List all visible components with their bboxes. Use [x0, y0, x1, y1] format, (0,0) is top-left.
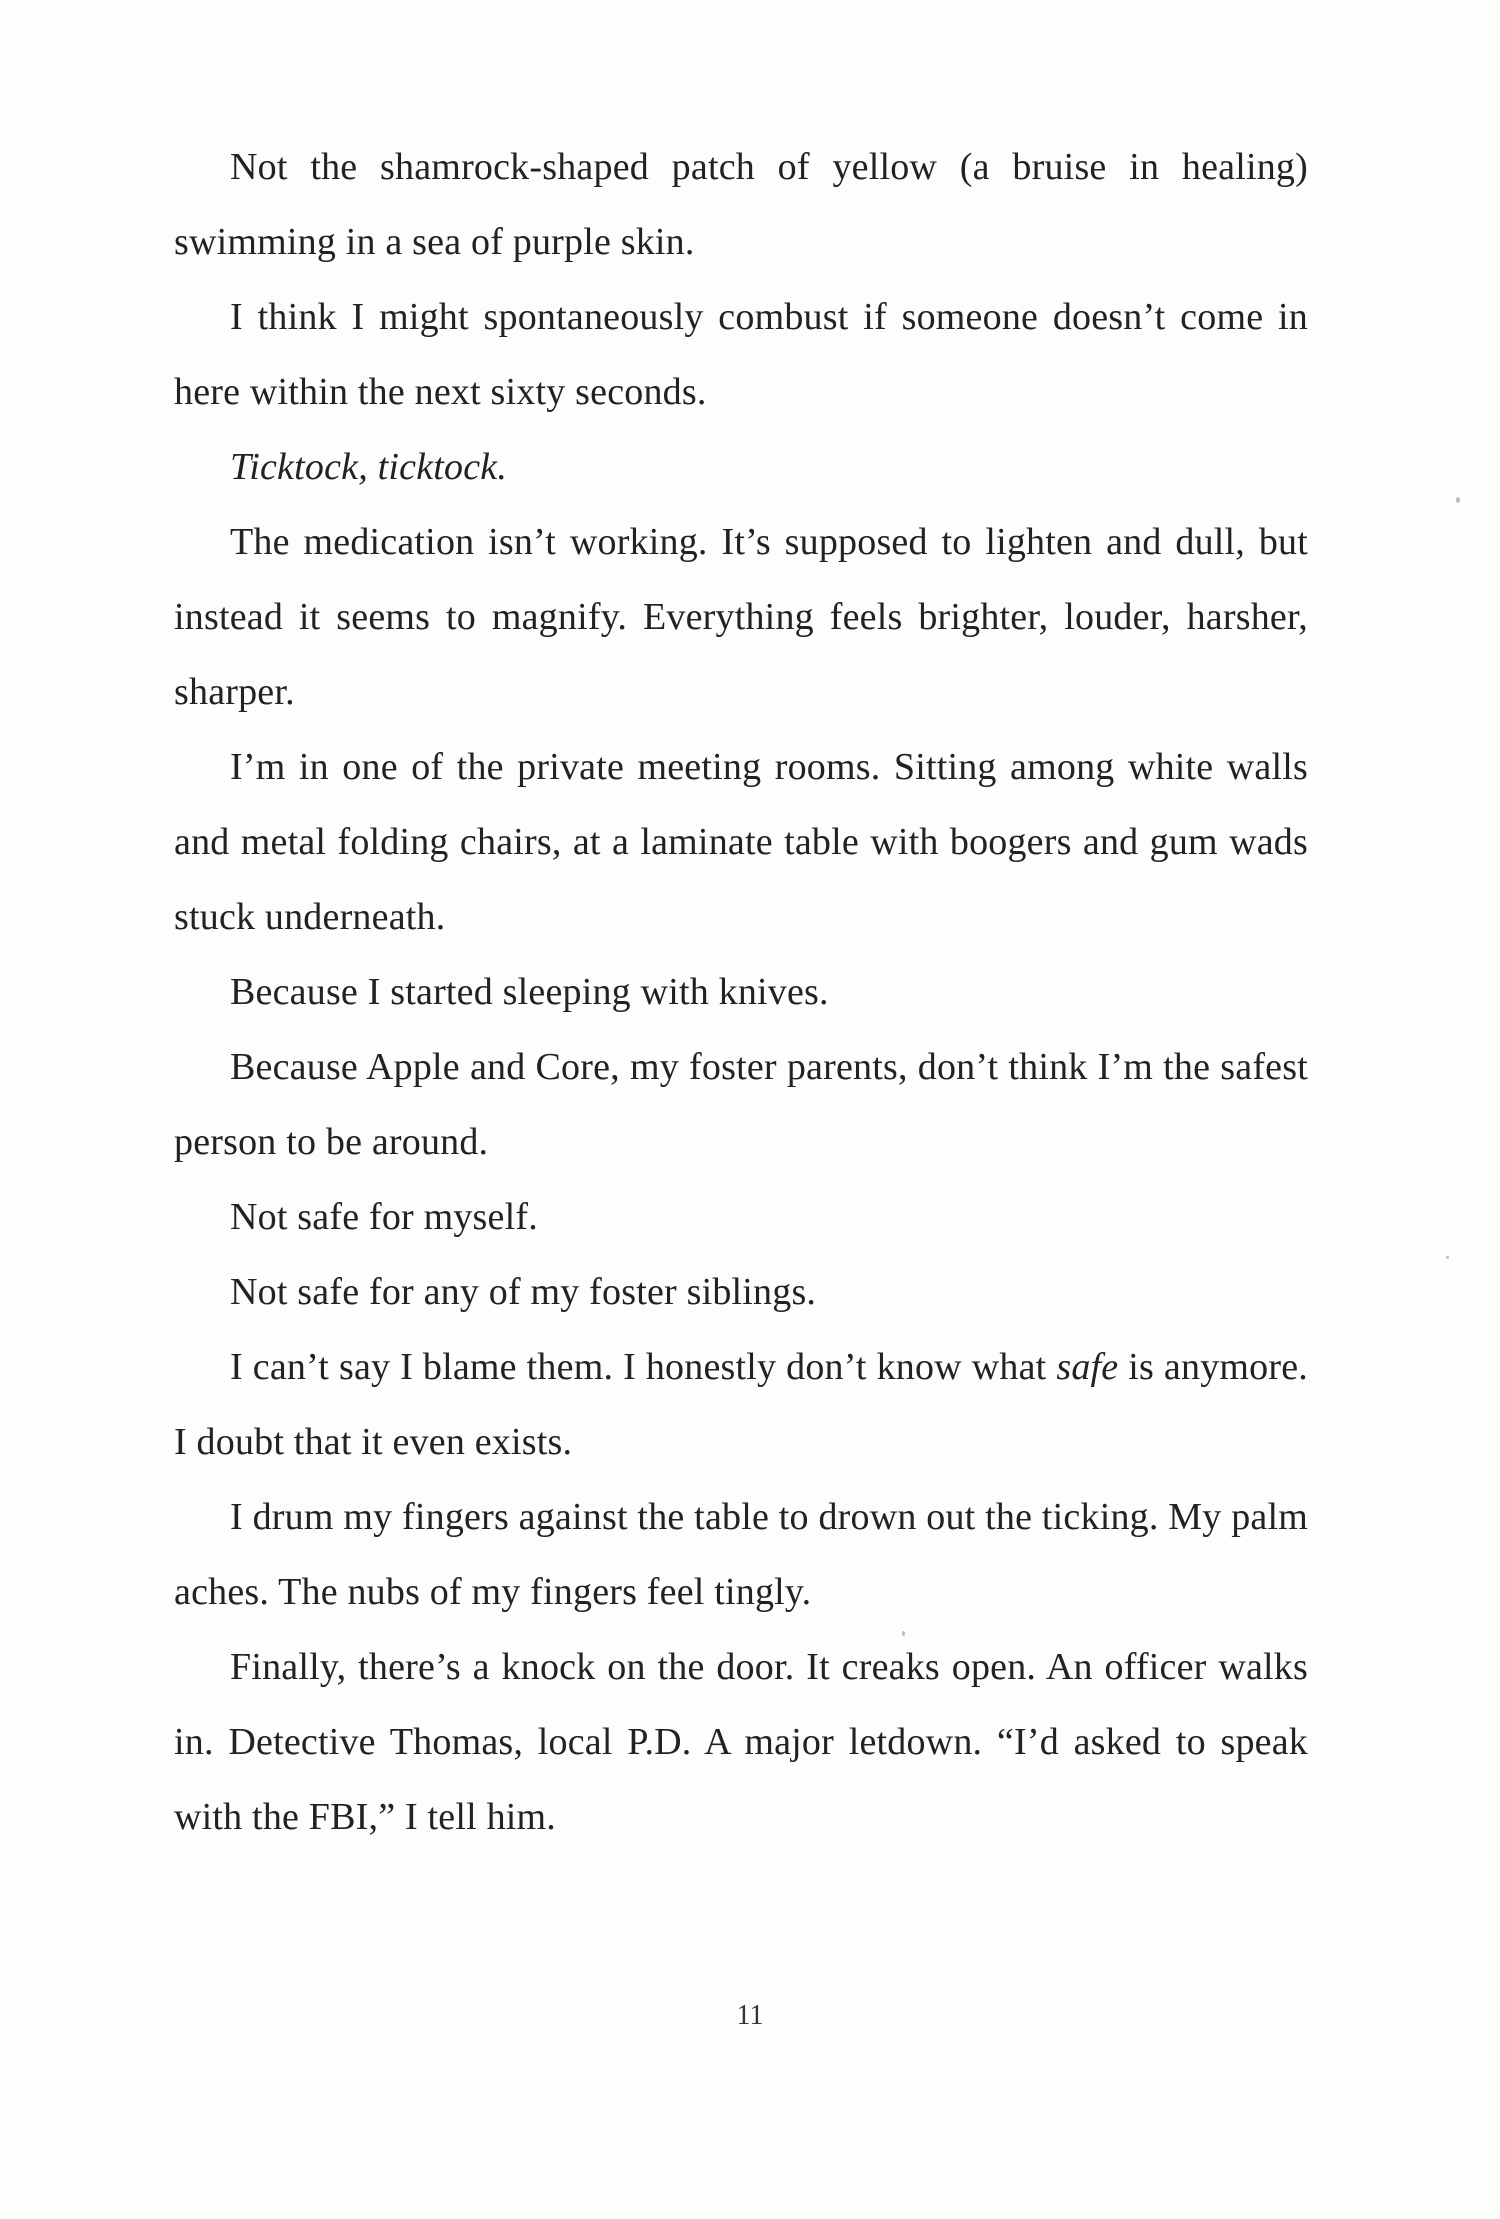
paragraph-1: Not the shamrock-shaped patch of yellow (a bruise in healing) swimming in a sea of purple skin. — [174, 146, 1308, 263]
paragraph-6: Because I started sleeping with knives. — [230, 971, 829, 1013]
paragraph-4: The medication isn’t working. It’s supposed to lighten and dull, but instead it seems to magnify. Everything feels brighter, louder, harsher, sharper. — [174, 521, 1308, 713]
scan-speck — [1446, 1256, 1449, 1259]
paragraph-5: I’m in one of the private meeting rooms. Sitting among white walls and metal folding chairs, at a laminate table with boogers and gum wads stuck underneath. — [174, 746, 1308, 938]
paragraph-10-emphasis: safe — [1056, 1346, 1119, 1388]
paragraph-9: Not safe for any of my foster siblings. — [230, 1271, 817, 1313]
paragraph-8: Not safe for myself. — [230, 1196, 538, 1238]
scan-speck — [902, 1631, 905, 1636]
paragraph-3-italic: Ticktock, ticktock. — [230, 446, 508, 488]
paragraph-10-before: I can’t say I blame them. I honestly don’t know what — [230, 1346, 1057, 1388]
paragraph-11: I drum my fingers against the table to drown out the ticking. My palm aches. The nubs of my fingers feel tingly. — [174, 1496, 1308, 1613]
body-text — [174, 130, 1308, 1855]
paragraph-2: I think I might spontaneously combust if someone doesn’t come in here within the next sixty seconds. — [174, 296, 1308, 413]
paragraph-7: Because Apple and Core, my foster parents, don’t think I’m the safest person to be around. — [174, 1046, 1308, 1163]
scan-speck — [1456, 497, 1460, 503]
page-number: 11 — [736, 2000, 764, 2031]
paragraph-10 — [174, 1330, 1308, 1480]
paragraph-12: Finally, there’s a knock on the door. It creaks open. An officer walks in. Detective Thomas, local P.D. A major letdown. “I’d asked to speak with the FBI,” I tell him. — [174, 1646, 1308, 1838]
paragraph-10-after: is anymore. I doubt that it even exists. — [174, 1346, 1308, 1463]
